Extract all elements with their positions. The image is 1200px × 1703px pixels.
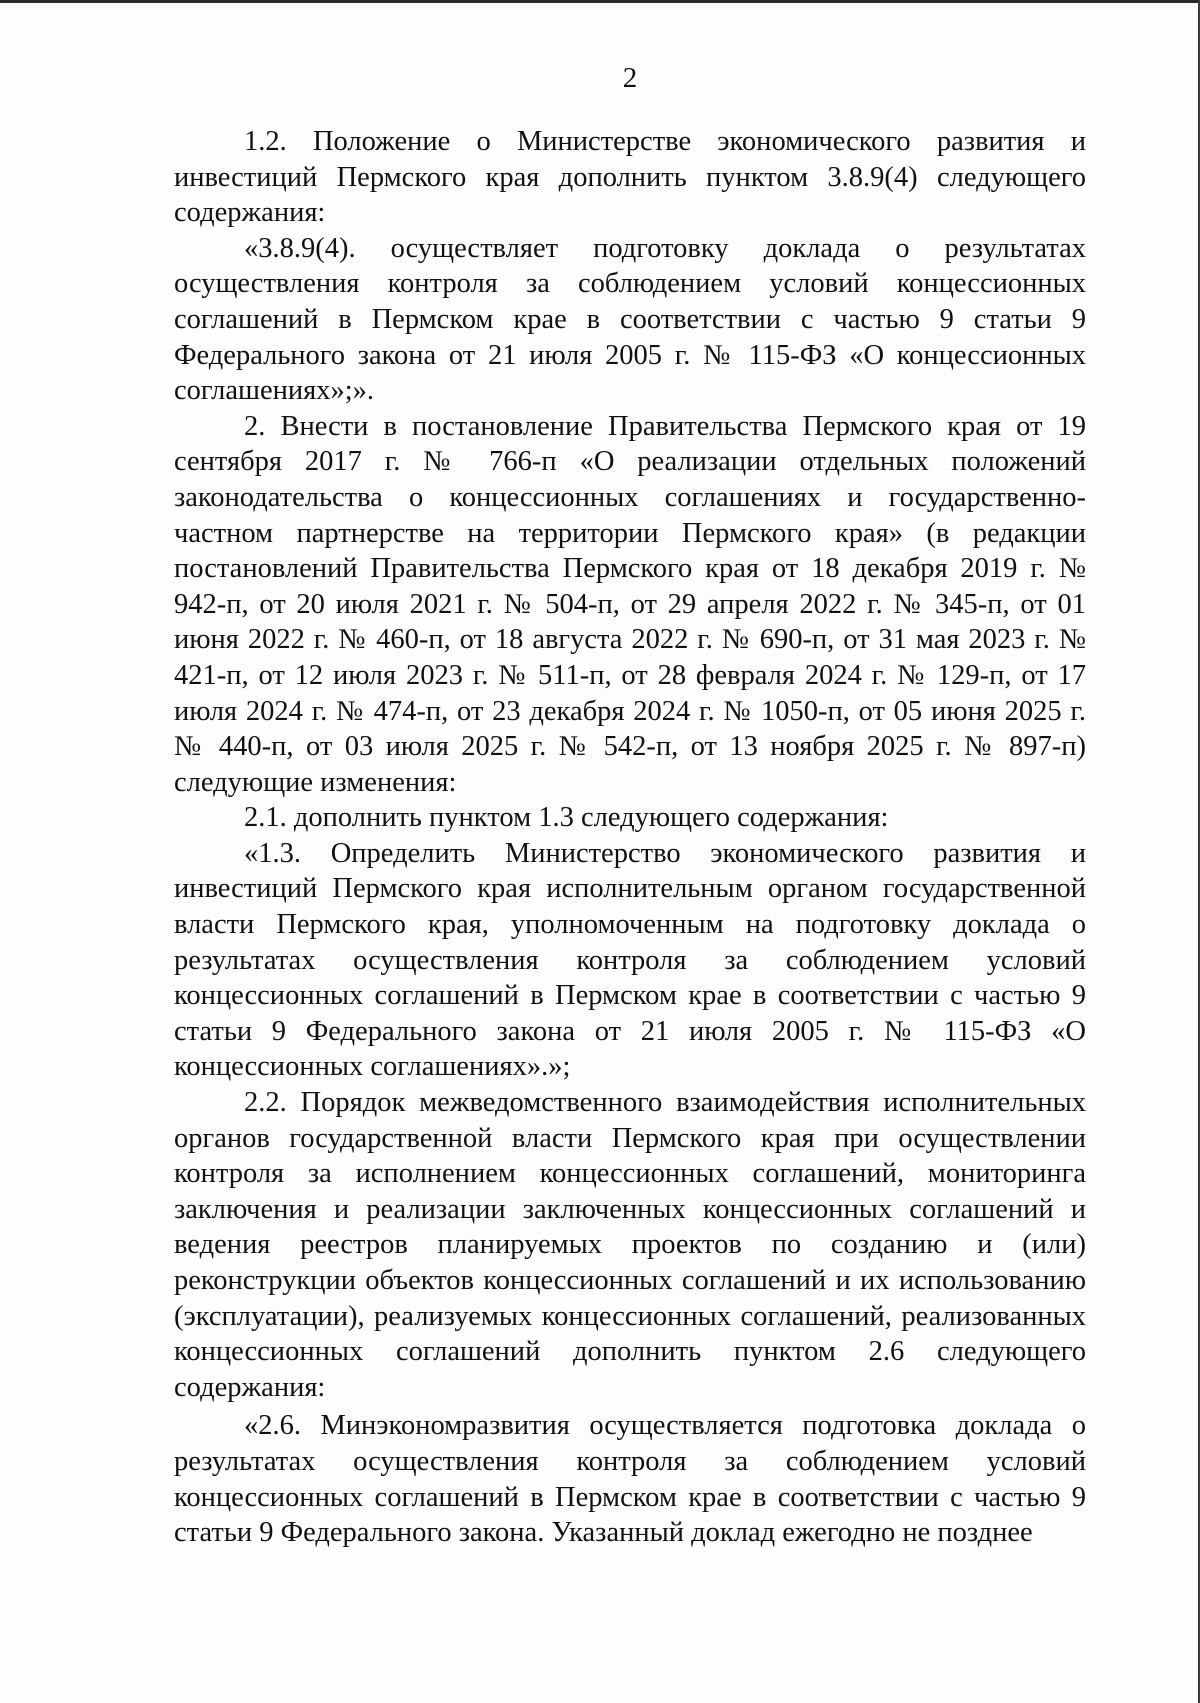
- paragraph-1-3: «1.3. Определить Министерство экономического развития и инвестиций Пермского края исполнительным органом государственной власти Пермского края, уполномоченным на подготовку доклада о результатах осуществления контроля за соблюдением условий концессионных соглашений в Пермском крае в соответствии с частью 9 статьи 9 Федерального закона от 21 июля 2005 г. № 115-ФЗ «О концессионных соглашениях».»;: [174, 837, 1086, 1083]
- paragraph-2-6: «2.6. Минэкономразвития осуществляется подготовка доклада о результатах осуществления контроля за соблюдением условий концессионных соглашений в Пермском крае в соответствии с частью 9 статьи 9 Федерального закона. Указанный доклад ежегодно не позднее: [174, 1410, 1086, 1549]
- page-number: 2: [622, 62, 638, 94]
- paragraph-1-2: 1.2. Положение о Министерстве экономического развития и инвестиций Пермского края дополнить пунктом 3.8.9(4) следующего содержания:: [174, 126, 1086, 229]
- paragraph-2-1: 2.1. дополнить пунктом 1.3 следующего содержания:: [244, 802, 889, 834]
- paragraph-2: 2. Внести в постановление Правительства Пермского края от 19 сентября 2017 г. № 766-п «О реализации отдельных положений законодательства о концессионных соглашениях и государственно-частном партнерстве на территории Пермского края» (в редакции постановлений Правительства Пермского края от 18 декабря 2019 г. № 942-п, от 20 июля 2021 г. № 504-п, от 29 апреля 2022 г. № 345-п, от 01 июня 2022 г. № 460-п, от 18 августа 2022 г. № 690-п, от 31 мая 2023 г. № 421-п, от 12 июля 2023 г. № 511-п, от 28 февраля 2024 г. № 129-п, от 17 июля 2024 г. № 474-п, от 23 декабря 2024 г. № 1050-п, от 05 июня 2025 г. № 440-п, от 03 июля 2025 г. № 542-п, от 13 ноября 2025 г. № 897-п) следующие изменения:: [174, 410, 1086, 798]
- paragraph-2-2: 2.2. Порядок межведомственного взаимодействия исполнительных органов государственной власти Пермского края при осуществлении контроля за исполнением концессионных соглашений, мониторинга заключения и реализации заключенных концессионных соглашений и ведения реестров планируемых проектов по созданию и (или) реконструкции объектов концессионных соглашений и их использованию (эксплуатации), реализуемых концессионных соглашений, реализованных концессионных соглашений дополнить пунктом 2.6 следующего содержания:: [174, 1087, 1086, 1403]
- document-body: [174, 124, 1086, 1551]
- paragraph-3-8-9-4: «3.8.9(4). осуществляет подготовку доклада о результатах осуществления контроля за соблюдением условий концессионных соглашений в Пермском крае в соответствии с частью 9 статьи 9 Федерального закона от 21 июля 2005 г. № 115-ФЗ «О концессионных соглашениях»;».: [174, 232, 1086, 407]
- scan-edge-top: [0, 0, 1200, 3]
